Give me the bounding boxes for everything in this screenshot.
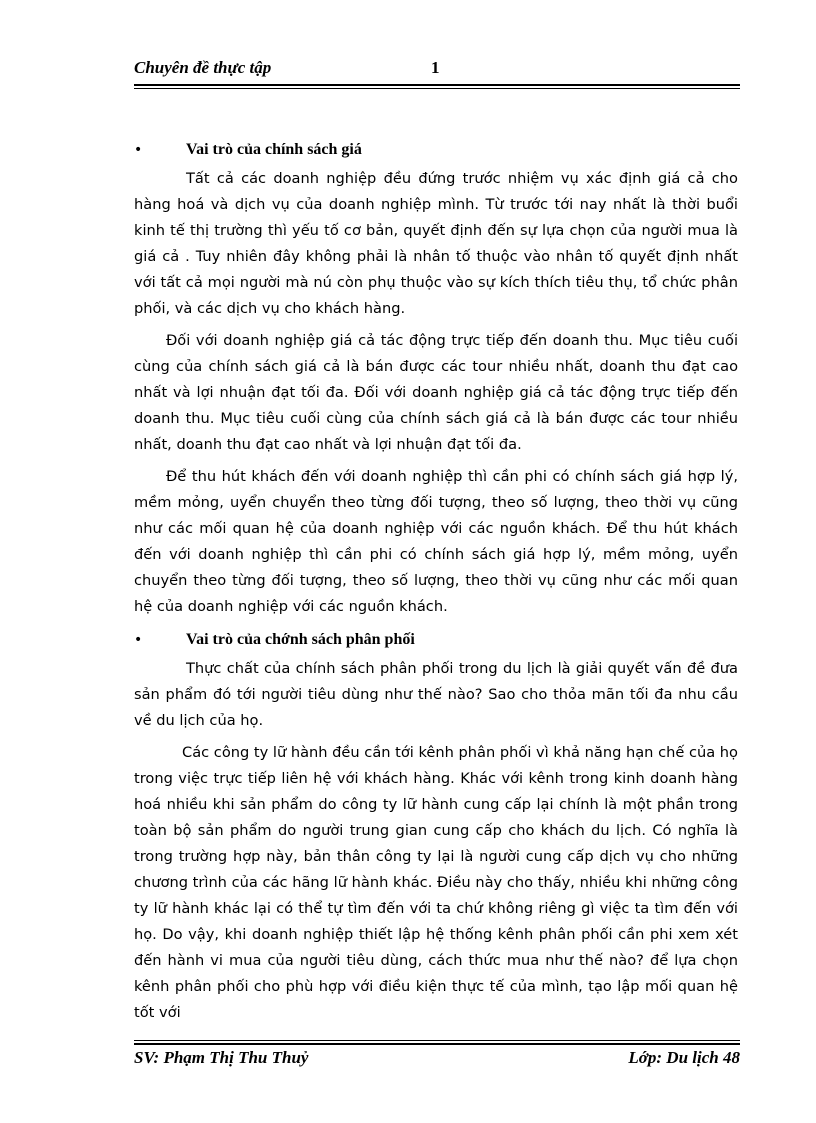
header-rule-thin [134, 88, 740, 89]
footer-student: SV: Phạm Thị Thu Thuỷ [134, 1048, 309, 1067]
section-heading [134, 136, 738, 164]
section-heading [134, 626, 738, 654]
page-footer [134, 1046, 740, 1072]
header-rule [134, 84, 740, 86]
section-heading-text: Vai trò của chớnh sách phân phối [186, 631, 415, 648]
paragraph: Tất cả các doanh nghiệp đều đứng trước nhiệm vụ xác định giá cả cho hàng hoá và dịch vụ của doanh nghiệp mình. Từ trước tới nay nhất là thời buổi kinh tế thị trường thì yếu tố cơ bản, quyết định đến sự lựa chọn của người mua là giá cả . Tuy nhiên đây không phải là nhân tố thuộc vào nhân tố quyết định nhất với tất cả mọi người mà nú còn phụ thuộc vào sự kích thích tiêu thụ, tổ chức phân phối, và các dịch vụ cho khách hàng. [134, 170, 738, 317]
bullet-icon: • [134, 632, 143, 648]
page-number: 1 [431, 58, 440, 77]
document-body [134, 136, 738, 1032]
paragraph: Thực chất của chính sách phân phối trong du lịch là giải quyết vấn đề đưa sản phẩm đó tới người tiêu dùng như thế nào? Sao cho thỏa mãn tối đa nhu cầu về du lịch của họ. [134, 660, 738, 729]
bullet-icon: • [134, 142, 143, 158]
paragraph: Đối với doanh nghiệp giá cả tác động trực tiếp đến doanh thu. Mục tiêu cuối cùng của chính sách giá cả là bán được các tour nhiều nhất, doanh thu đạt cao nhất và lợi nhuận đạt tối đa. Đối với doanh nghiệp giá cả tác động trực tiếp đến doanh thu. Mục tiêu cuối cùng của chính sách giá cả là bán được các tour nhiều nhất, doanh thu đạt cao nhất và lợi nhuận đạt tối đa. [134, 332, 738, 453]
section-heading-text: Vai trò của chính sách giá [186, 141, 362, 158]
page-header [134, 56, 740, 82]
footer-class: Lớp: Du lịch 48 [628, 1048, 740, 1067]
footer-rule [134, 1043, 740, 1045]
footer-rule-thin [134, 1040, 740, 1041]
paragraph: Các công ty lữ hành đều cần tới kênh phân phối vì khả năng hạn chế của họ trong việc trực tiếp liên hệ với khách hàng. Khác với kênh trong kinh doanh hàng hoá nhiều khi sản phẩm do công ty lữ hành cung cấp lại chính là một phần trong toàn bộ sản phẩm do người trung gian cung cấp cho khách du lịch. Có nghĩa là trong trường hợp này, bản thân công ty lại là người cung cấp dịch vụ cho những chương trình của các hãng lữ hành khác. Điều này cho thấy, nhiều khi những công ty lữ hành khác lại có thể tự tìm đến với ta chứ không riêng gì việc ta tìm đến với họ. Do vậy, khi doanh nghiệp thiết lập hệ thống kênh phân phối cần phi xem xét đến hành vi mua của người tiêu dùng, cách thức mua như thế nào? để lựa chọn kênh phân phối cho phù hợp với điều kiện thực tế của mình, tạo lập mối quan hệ tốt với [134, 744, 738, 1021]
header-title: Chuyên đề thực tập [134, 58, 272, 77]
paragraph: Để thu hút khách đến với doanh nghiệp thì cần phi có chính sách giá hợp lý, mềm mỏng, uyển chuyển theo từng đối tượng, theo số lượng, theo thời vụ cũng như các mối quan hệ của doanh nghiệp với các nguồn khách. Để thu hút khách đến với doanh nghiệp thì cần phi có chính sách giá hợp lý, mềm mỏng, uyển chuyển theo từng đối tượng, theo số lượng, theo thời vụ cũng như các mối quan hệ của doanh nghiệp với các nguồn khách. [134, 468, 738, 615]
